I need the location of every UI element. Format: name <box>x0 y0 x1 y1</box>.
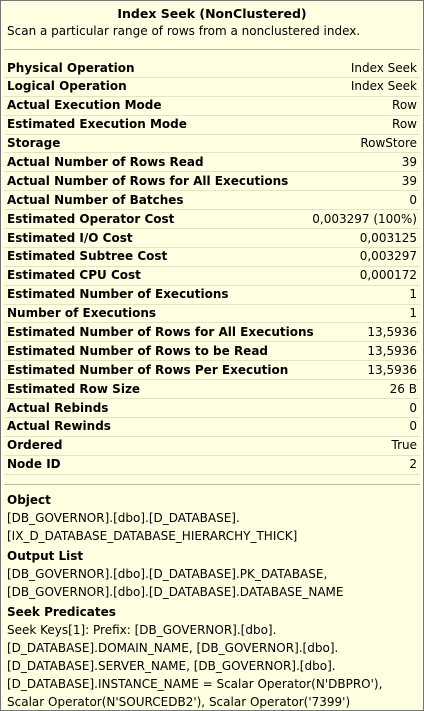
property-row <box>4 456 420 475</box>
property-row <box>4 172 420 191</box>
property-row <box>4 342 420 361</box>
property-name: Estimated Number of Rows Per Execution <box>7 362 289 377</box>
seek-predicates-line: Scalar Operator(N'SOURCEDB2'), Scalar Operator('7399') <box>7 694 351 709</box>
property-name: Storage <box>7 136 61 151</box>
seek-predicates-title: Seek Predicates <box>7 604 116 619</box>
output-list-section <box>1 547 423 601</box>
divider <box>4 49 420 50</box>
property-value: 26 B <box>389 381 417 396</box>
property-name: Estimated I/O Cost <box>7 230 133 245</box>
property-value: 0 <box>409 192 417 207</box>
property-name: Estimated Subtree Cost <box>7 249 168 264</box>
property-row <box>4 437 420 456</box>
property-name: Estimated Execution Mode <box>7 117 187 132</box>
property-row <box>4 229 420 248</box>
seek-predicates-section <box>1 603 423 711</box>
property-value: True <box>391 438 417 453</box>
property-name: Physical Operation <box>7 60 135 75</box>
property-name: Ordered <box>7 438 63 453</box>
property-row <box>4 361 420 380</box>
property-name: Actual Number of Rows Read <box>7 154 204 169</box>
property-name: Actual Execution Mode <box>7 98 162 113</box>
property-row <box>4 135 420 154</box>
property-row <box>4 267 420 286</box>
property-value: 0 <box>409 400 417 415</box>
object-title: Object <box>7 492 51 507</box>
property-row <box>4 97 420 116</box>
operator-title: Index Seek (NonClustered) <box>117 6 307 21</box>
seek-predicates-line: [D_DATABASE].DOMAIN_NAME, [DB_GOVERNOR].[dbo]. <box>7 640 339 655</box>
seek-predicates-line: [D_DATABASE].INSTANCE_NAME = Scalar Operator(N'DBPRO'), <box>7 676 383 691</box>
property-value: 0,003125 <box>359 230 417 245</box>
property-name: Estimated Operator Cost <box>7 211 175 226</box>
property-name: Estimated Number of Executions <box>7 287 229 302</box>
property-name: Estimated CPU Cost <box>7 268 141 283</box>
property-row <box>4 59 420 78</box>
property-name: Node ID <box>7 457 61 472</box>
divider <box>4 484 420 485</box>
property-value: 1 <box>409 287 417 302</box>
seek-predicates-line: Seek Keys[1]: Prefix: [DB_GOVERNOR].[dbo]. <box>7 622 277 637</box>
property-value: 0,003297 <box>359 249 417 264</box>
property-row <box>4 153 420 172</box>
property-value: Index Seek <box>350 79 417 94</box>
properties-table <box>4 59 420 475</box>
property-row <box>4 305 420 324</box>
property-row <box>4 210 420 229</box>
property-value: Index Seek <box>350 60 417 75</box>
property-value: 39 <box>401 154 417 169</box>
property-value: Row <box>392 117 417 132</box>
property-row <box>4 248 420 267</box>
property-row <box>4 418 420 437</box>
property-value: 0 <box>409 419 417 434</box>
object-line: [IX_D_DATABASE_DATABASE_HIERARCHY_THICK] <box>7 528 298 543</box>
output-list-title: Output List <box>7 548 84 563</box>
property-row <box>4 191 420 210</box>
property-name: Estimated Number of Rows for All Executions <box>7 324 314 339</box>
object-section <box>1 491 423 545</box>
property-name: Estimated Number of Rows to be Read <box>7 343 269 358</box>
object-line: [DB_GOVERNOR].[dbo].[D_DATABASE]. <box>7 510 240 525</box>
property-row <box>4 399 420 418</box>
property-row <box>4 380 420 399</box>
operator-description: Scan a particular range of rows from a nonclustered index. <box>7 24 361 38</box>
property-value: RowStore <box>360 136 417 151</box>
property-row <box>4 116 420 135</box>
property-row <box>4 286 420 305</box>
property-name: Actual Number of Batches <box>7 192 184 207</box>
property-value: 0,000172 <box>359 268 417 283</box>
property-name: Estimated Row Size <box>7 381 141 396</box>
seek-predicates-line: [D_DATABASE].SERVER_NAME, [DB_GOVERNOR].[dbo]. <box>7 658 336 673</box>
property-value: 13,5936 <box>367 362 417 377</box>
property-value: 1 <box>409 306 417 321</box>
property-row <box>4 323 420 342</box>
property-value: 39 <box>401 173 417 188</box>
property-name: Actual Number of Rows for All Executions <box>7 173 289 188</box>
property-name: Actual Rebinds <box>7 400 109 415</box>
property-value: 13,5936 <box>367 343 417 358</box>
property-name: Actual Rewinds <box>7 419 111 434</box>
property-name: Logical Operation <box>7 79 127 94</box>
output-list-line: [DB_GOVERNOR].[dbo].[D_DATABASE].DATABASE_NAME <box>7 584 344 599</box>
output-list-line: [DB_GOVERNOR].[dbo].[D_DATABASE].PK_DATABASE, <box>7 566 328 581</box>
property-value: 2 <box>409 457 417 472</box>
property-value: 0,003297 (100%) <box>312 211 417 226</box>
property-row <box>4 78 420 97</box>
property-value: 13,5936 <box>367 324 417 339</box>
property-name: Number of Executions <box>7 306 157 321</box>
property-value: Row <box>392 98 417 113</box>
